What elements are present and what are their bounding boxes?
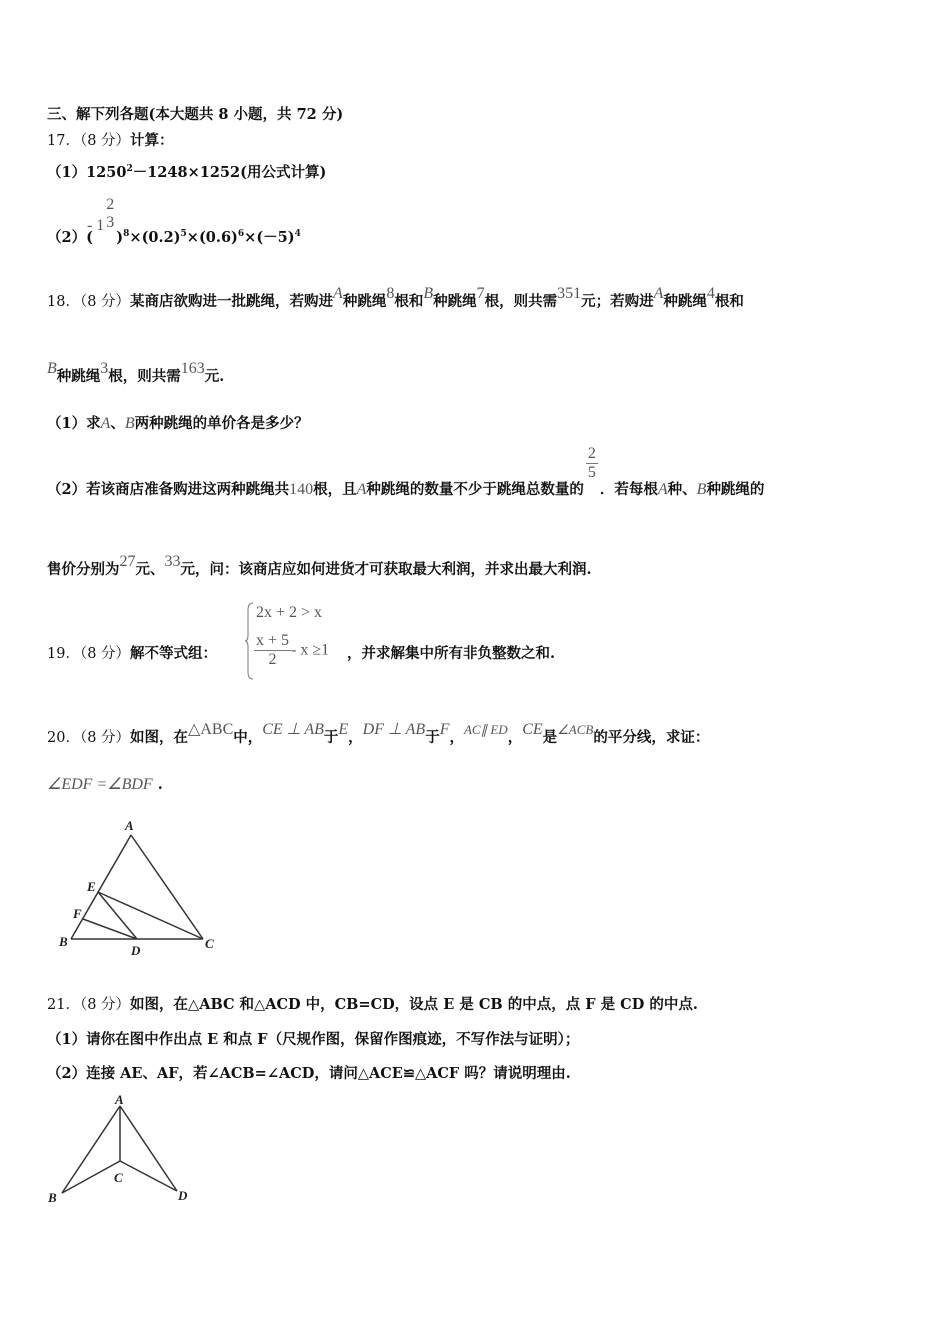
q20-period: .: [157, 776, 163, 793]
q18-part2-var-b: B: [696, 480, 707, 498]
q18-part2-h: 元，问：该商店应如何进货才可获取最大利润，并求出最大利润.: [180, 561, 592, 578]
q18-part1-a: A: [100, 415, 111, 432]
q20-df-perp-ab: DF ⊥ AB: [362, 721, 426, 738]
q18-part2-text: [47, 481, 584, 498]
q17-part2-rest: [116, 229, 301, 246]
q17-part2: [47, 196, 301, 244]
question-18-line2: [47, 360, 225, 386]
q20-text5: 是: [542, 729, 558, 746]
q18-num27: 27: [119, 553, 136, 570]
q18-text9: 种跳绳: [56, 368, 101, 385]
q20-figure: [55, 815, 225, 960]
edge-bc: [62, 1161, 120, 1193]
q17-exp1: 8: [123, 229, 130, 240]
q18-text11: 元.: [204, 368, 225, 385]
q19-prompt: 解不等式组：: [130, 645, 218, 662]
q20-ce: CE: [522, 721, 543, 738]
edge-ab: [62, 1106, 120, 1193]
q18-part2-text2: [600, 481, 765, 498]
q17-term4: ×(－5): [244, 229, 295, 246]
q18-text1: 某商店欲购进一批跳绳，若购进: [130, 293, 334, 310]
question-19: [47, 642, 217, 663]
q18-text3: 根和: [394, 293, 424, 310]
q20-comma3: ，: [507, 729, 523, 746]
q18-part2-g: 元、: [135, 561, 165, 578]
question-21: [47, 993, 698, 1014]
q18-text7: 种跳绳: [663, 293, 707, 310]
q18-num3: 3: [100, 360, 109, 377]
q17-part2-label: （2）(: [47, 229, 93, 246]
q17-frac-num: 2: [106, 196, 115, 213]
q19-frac-num: x + 5: [256, 632, 290, 649]
q20-goal: [47, 774, 163, 794]
q18-var-a2: A: [653, 285, 664, 302]
q18-var-b2: B: [47, 360, 57, 377]
edge-ab: [71, 835, 131, 939]
q19-ineq2-rest: - x ≥1: [291, 641, 330, 659]
q19-inequality-2: [254, 632, 329, 669]
q20-text2: 中，: [233, 729, 263, 746]
q19-tail: ，并求解集中所有非负整数之和.: [347, 645, 556, 662]
q20-text6: 的平分线，求证：: [593, 729, 710, 746]
edge-cd: [120, 1161, 177, 1191]
q21-figure: [40, 1088, 200, 1213]
q17-frac-den: 3: [106, 214, 115, 231]
label-f: F: [73, 906, 82, 921]
q20-ce-perp-ab: CE ⊥ AB: [262, 721, 324, 738]
q18-part2-c: ．若每根: [599, 480, 658, 498]
q21-part1: （1）请你在图中作出点 E 和点 F（尺规作图，保留作图痕迹，不写作法与证明）；: [47, 1031, 580, 1048]
q18-num163: 163: [180, 360, 205, 377]
q18-num33: 33: [164, 553, 181, 570]
q18-part2-var-a: A: [356, 480, 367, 498]
q20-angle-acb: ∠ACB: [557, 722, 594, 737]
label-c: C: [205, 936, 214, 951]
q18-part2-line2: [47, 553, 592, 579]
q18-text10: 根，则共需: [108, 368, 181, 385]
q19-number: 19．（8 分）: [47, 646, 131, 662]
q20-comma2: ，: [449, 729, 464, 746]
q20-number: 20．（8 分）: [47, 730, 131, 746]
q17-part1: [47, 161, 326, 182]
q17-close-paren: ): [116, 229, 124, 246]
q18-text8: 根和: [714, 293, 744, 310]
label-d: D: [131, 943, 141, 958]
label-b: B: [59, 934, 68, 949]
q18-part2-a: 根，且: [313, 480, 357, 498]
q18-part1-rest: 两种跳绳的单价各是多少？: [134, 415, 309, 432]
q17-prompt: 计算：: [130, 132, 174, 149]
q20-text3: 于: [323, 729, 339, 746]
q18-part2-b: 种跳绳的数量不少于跳绳总数量的: [366, 480, 584, 498]
q18-part1: [47, 412, 309, 433]
q19-inequality-1: 2x + 2 > x: [256, 604, 323, 621]
q17-exp4: 4: [294, 229, 301, 240]
label-b: B: [48, 1190, 57, 1205]
q18-part2-d: 种、: [667, 480, 697, 498]
q18-frac-den: 5: [587, 464, 596, 481]
section-title: 三、解下列各题(本大题共 8 小题，共 72 分): [47, 106, 344, 123]
q20-comma1: ，: [348, 729, 363, 746]
q17-number: 17．（8 分）: [47, 133, 131, 149]
q17-part1-base: 1250: [86, 164, 127, 181]
q18-num351: 351: [557, 285, 582, 302]
q18-part1-b: B: [124, 415, 135, 432]
q18-text5: 根，则共需: [484, 293, 558, 310]
label-e: E: [87, 879, 96, 894]
edge-ad: [120, 1106, 177, 1191]
q19-frac-den: 2: [268, 651, 277, 668]
q18-var-b: B: [423, 285, 434, 302]
q20-text1: 如图，在: [130, 729, 189, 746]
q18-text4: 种跳绳: [433, 293, 477, 310]
q20-point-f: F: [439, 721, 450, 738]
question-20-line1: [47, 721, 710, 747]
label-a: A: [125, 818, 134, 833]
q17-term2: ×(0.2): [129, 229, 181, 246]
q17-part2-sign: - 1: [86, 217, 105, 234]
q18-number: 18．（8 分）: [47, 294, 131, 310]
q18-fraction: [586, 445, 598, 482]
q18-text6: 元；若购进: [581, 293, 654, 310]
label-c: C: [114, 1170, 123, 1185]
q18-part1-sep: 、: [110, 415, 125, 432]
q20-triangle: △ABC: [188, 721, 234, 738]
q20-goal-expr: ∠EDF =∠BDF: [47, 776, 153, 793]
q18-part2-e: 种跳绳的: [706, 480, 765, 498]
question-18-line1: [47, 285, 744, 311]
q17-term3: ×(0.6): [186, 229, 238, 246]
q18-part1-label: （1）求: [47, 415, 101, 432]
q18-text2: 种跳绳: [342, 293, 387, 310]
q18-num8: 8: [386, 285, 395, 302]
q17-part1-label: （1）: [47, 164, 87, 181]
q17-exp3: 6: [237, 229, 245, 240]
q17-part2-fraction: [104, 196, 116, 232]
question-17: [47, 129, 174, 150]
q17-exp2: 5: [180, 229, 187, 240]
q21-text: 如图，在△ABC 和△ACD 中，CB=CD，设点 E 是 CB 的中点，点 F 是 CD 的中点.: [130, 996, 698, 1013]
q20-text4: 于: [425, 729, 440, 746]
q18-var-a: A: [333, 285, 343, 302]
q20-ac-parallel-ed: AC∥ ED: [463, 722, 508, 737]
q18-part2-line1: [47, 445, 765, 498]
q19-brace: [244, 602, 254, 680]
q18-num140: 140: [289, 480, 314, 498]
q21-number: 21．（8 分）: [47, 997, 131, 1013]
q18-part2-label: （2）若该商店准备购进这两种跳绳共: [47, 480, 290, 498]
q20-point-e: E: [338, 721, 349, 738]
q18-part2-var-a2: A: [657, 480, 668, 498]
q21-part2: （2）连接 AE、AF，若∠ACB=∠ACD，请问△ACE≌△ACF 吗？请说明理由.: [47, 1065, 571, 1082]
q18-frac-num: 2: [587, 445, 596, 462]
brace-icon: [244, 602, 254, 680]
q17-part1-exp: 2: [126, 164, 133, 175]
label-a: A: [115, 1092, 124, 1107]
q17-part1-rest: －1248×1252(用公式计算): [132, 164, 327, 181]
q18-part2-f: 售价分别为: [47, 561, 120, 578]
q19-fraction: [254, 632, 291, 669]
label-d: D: [178, 1188, 188, 1203]
q18-num7: 7: [476, 285, 485, 302]
q18-num4: 4: [706, 285, 715, 302]
